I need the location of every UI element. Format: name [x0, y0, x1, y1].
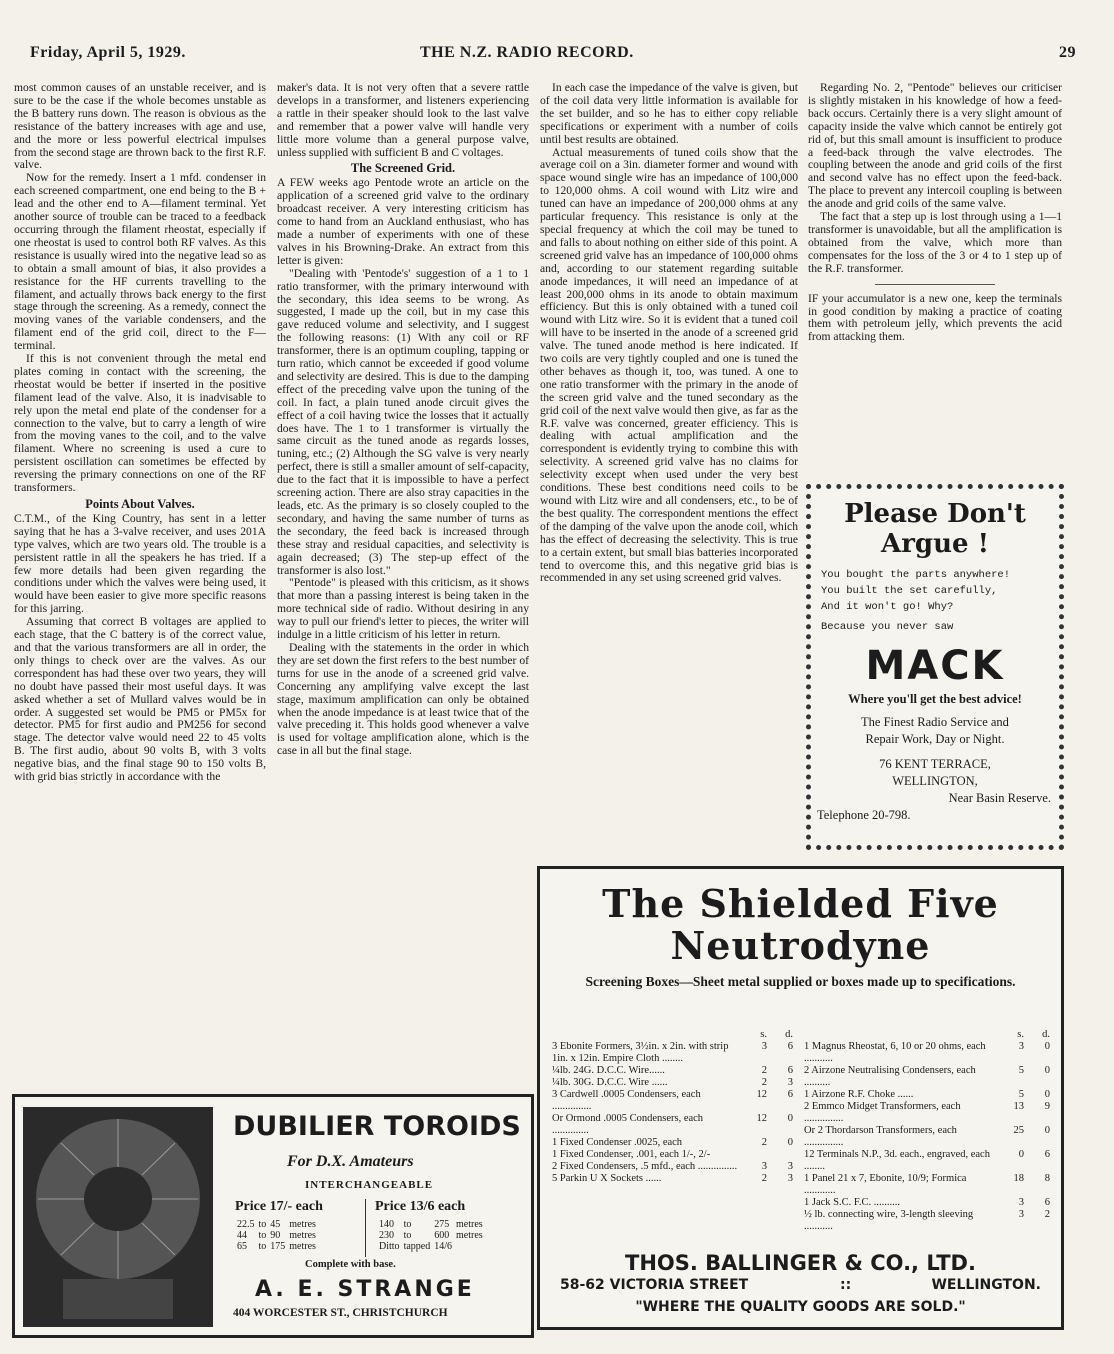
right-s: 0: [1018, 1149, 1024, 1160]
range-table-right: 140 to 275 metres 230 to 600 metres Ditto tapped 14/6: [379, 1219, 483, 1252]
col4-para-1: Regarding No. 2, "Pentode" believes our criticiser is slightly mistaken in his knowledge of how a feed-back occurs. Certainly there is a very slight amount of capacity inside the valve which cannot be entirely got rid of, but this small amount is insufficient to produce a feed-back through the valve electrodes. The coupling between the anode and grid coils of the first and second valve has no effect upon the feed-back. The place to prevent any intercoil coupling is between the anode and grid coils of the same valve.: [808, 82, 1062, 211]
right-d: 0: [1044, 1065, 1050, 1076]
left-s: 3: [761, 1161, 767, 1172]
mack-line-9: WELLINGTON,: [892, 774, 978, 788]
mack-line-1: You bought the parts anywhere!: [821, 569, 1011, 581]
left-s: 12: [756, 1113, 767, 1124]
left-item: 3 Ebonite Formers, 3½in. x 2in. with strip 1in. x 12in. Empire Cloth ........: [552, 1041, 729, 1064]
right-d: 2: [1044, 1209, 1050, 1220]
left-s: 2: [761, 1137, 767, 1148]
left-item: 1 Fixed Condenser .0025, each: [552, 1137, 683, 1148]
left-row: [550, 1161, 795, 1173]
publication-title: THE N.Z. RADIO RECORD.: [420, 44, 634, 61]
col4-para-3: IF your accumulator is a new one, keep the terminals in good condition by making a practice of coating them with petroleum jelly, which prevents the acid from attacking them.: [808, 291, 1062, 344]
mack-advertisement: [806, 484, 1064, 850]
dealer-name: THOS. BALLINGER & CO., LTD.: [625, 1251, 976, 1275]
price-list-right: [802, 1029, 1052, 1233]
left-item: 3 Cardwell .0005 Condensers, each ...............: [552, 1089, 701, 1112]
left-d: 3: [787, 1173, 793, 1184]
left-row: [550, 1077, 795, 1089]
right-s: 5: [1018, 1089, 1024, 1100]
shield-subtitle: Screening Boxes—Sheet metal supplied or boxes made up to specifications.: [585, 974, 1016, 989]
left-d: 0: [787, 1137, 793, 1148]
mack-headline: Please Don't Argue !: [844, 499, 1026, 559]
page-number: 29: [1059, 44, 1076, 61]
right-row: [802, 1065, 1052, 1089]
price-divider: [365, 1199, 366, 1257]
right-row: [802, 1173, 1052, 1197]
shielded-five-advertisement: [537, 866, 1064, 1330]
right-d: 8: [1044, 1173, 1050, 1184]
right-d: 0: [1044, 1125, 1050, 1136]
shield-title-1: The Shielded Five: [602, 881, 999, 926]
dubilier-title: DUBILIER TOROIDS: [233, 1111, 521, 1142]
col2-para-4: "Pentode" is pleased with this criticism, as it shows that more than a passing interest is being taken in the more technical side of radio. Without desiring in any way to pull our friend's letter to pieces, the writer will indulge in a little criticism of his letter in return.: [277, 576, 529, 642]
right-d: 6: [1044, 1149, 1050, 1160]
left-row: [550, 1065, 795, 1077]
right-item: 1 Magnus Rheostat, 6, 10 or 20 ohms, each ...........: [804, 1041, 986, 1064]
column-3: [540, 82, 798, 846]
price-13: Price 13/6 each: [375, 1199, 466, 1214]
left-d: 3: [787, 1077, 793, 1088]
dubilier-advertisement: [12, 1094, 534, 1338]
issue-date: Friday, April 5, 1929.: [30, 44, 186, 61]
col4-para-2: The fact that a step up is lost through using a 1—1 transformer is unavoidable, but all the amplification is obtained from the valve, which more than compensates for the loss of the 3 or 4 to 1 step up of the R.F. transformer.: [808, 210, 1062, 275]
right-row: [802, 1089, 1052, 1101]
price-17: Price 17/- each: [235, 1199, 323, 1214]
right-row: [802, 1101, 1052, 1125]
col3-para-1: In each case the impedance of the valve is given, but of the coil data very little information is available for the set builder, and so he has to either copy reliable specifications or experiment with a number of coils until best results are obtained.: [540, 82, 798, 146]
dubilier-subtitle: For D.X. Amateurs: [287, 1153, 414, 1170]
dubilier-interchangeable: INTERCHANGEABLE: [305, 1179, 434, 1191]
dealer-slogan: "WHERE THE QUALITY GOODS ARE SOLD.": [635, 1299, 966, 1315]
col2-para-2: A FEW weeks ago Pentode wrote an article on the application of a screened grid valve to the ordinary broadcast receiver. A very interesting criticism has come to hand from an Auckland enthusiast, who has made a number of experiments with one of these valves in his Browning-Drake. An extract from this letter is given:: [277, 176, 529, 267]
right-item: ½ lb. connecting wire, 3-length sleeving ...........: [804, 1209, 974, 1232]
col1-para-1: most common causes of an unstable receiver, and is sure to be the case if the whole becomes unstable as the B battery runs down. The reason is obvious as the resistance of the battery increases with age and use, and the more or less powerful electrical impulses from the second stage are thrown back to the first R.F. valve.: [14, 82, 266, 172]
right-d: 6: [1044, 1197, 1050, 1208]
col2-para-1: maker's data. It is not very often that a severe rattle develops in a transformer, and listeners experiencing a rattle in their speaker should look to the last valve and remember that a power valve will handle very little more volume than a general purpose valve, unless supplied with sufficient B and C voltages.: [277, 82, 529, 159]
column-4: [808, 82, 1062, 474]
right-s: 18: [1013, 1173, 1024, 1184]
right-s: 3: [1018, 1041, 1024, 1052]
left-d: 6: [787, 1065, 793, 1076]
left-d: 3: [787, 1161, 793, 1172]
right-s: 25: [1013, 1125, 1024, 1136]
col-header-d: d.: [785, 1029, 793, 1040]
left-d: 0: [787, 1113, 793, 1124]
left-row: [550, 1113, 795, 1137]
left-s: 2: [761, 1077, 767, 1088]
col2-heading: The Screened Grid.: [350, 161, 456, 176]
left-s: 12: [756, 1089, 767, 1100]
left-item: 2 Fixed Condensers, .5 mfd., each ...............: [552, 1161, 738, 1172]
right-row: [802, 1149, 1052, 1173]
col1-heading: Points About Valves.: [85, 497, 195, 511]
left-d: [769, 1149, 795, 1161]
left-s: 2: [761, 1065, 767, 1076]
right-s: 3: [1018, 1197, 1024, 1208]
section-divider: [875, 284, 995, 285]
col-header-d: d.: [1042, 1029, 1050, 1040]
dealer-city: WELLINGTON.: [931, 1277, 1041, 1293]
col3-para-2: Actual measurements of tuned coils show that the average coil on a 3in. diameter former and wound with space wound single wire has an impedance of 100,000 to 120,000 ohms. A coil wound with Litz wire and tuned can have an impedance of 200,000 ohms at any particular frequency. This resistance is only at the special frequency at which the coil may be tuned to and falls to about nothing on either side of this point. A screened grid valve has an impedance of 100,000 ohms and, according to our statement regarding suitable anode impedances, it will need an impedance of at least 200,000 ohms in its anode to obtain maximum efficiency. But this is only obtained with a tuned coil wound with Litz wire. So it is evident that a tuned coil will have to be inserted in the anode of a screened grid valve. The tuned anode method is here indicated. If two coils are very tightly coupled and one is tuned the other behaves as though it, too, was tuned. A one to one ratio transformer with the primary in the anode of the screen grid valve and the tuned secondary as the grid coil of the next valve would then give, as far as the R.F. valve was concerned, greater efficiency. This is dealing with actual amplification and the correspondent is evidently trying to combine this with selectivity. A screened grid valve has no claims for selectivity except when used under the very best conditions. These best conditions need coils to be wound with Litz wire and all condensers, etc., to be of the best quality. The correspondent mentions the effect of the damping of the valve upon the anode coil, which has the effect of decreasing the selectivity. This is true to a certain extent, but small bias batteries incorporated tend to overcome this, and this negative grid bias is recommended in any set using screened grid valves.: [540, 145, 798, 585]
mack-name: MACK: [865, 643, 1005, 689]
right-d: 9: [1044, 1101, 1050, 1112]
mack-line-8: 76 KENT TERRACE,: [879, 757, 991, 771]
right-row: [802, 1125, 1052, 1149]
right-item: 2 Airzone Neutralising Condensers, each ..........: [804, 1065, 976, 1088]
mack-line-4: Because you never saw: [821, 621, 954, 633]
left-item: 1 Fixed Condenser, .001, each 1/-, 2/-: [552, 1149, 711, 1160]
left-item: ¼lb. 30G. D.C.C. Wire ......: [552, 1077, 668, 1088]
mack-line-3: And it won't go! Why?: [821, 601, 954, 613]
right-row: [802, 1209, 1052, 1233]
right-item: 1 Airzone R.F. Choke ......: [804, 1089, 914, 1100]
left-item: 5 Parkin U X Sockets ......: [552, 1173, 662, 1184]
dealer-street: 58-62 VICTORIA STREET: [560, 1277, 749, 1293]
mack-line-7: Repair Work, Day or Night.: [865, 732, 1005, 746]
left-row: [550, 1137, 795, 1149]
mack-line-11: Telephone 20-798.: [817, 808, 911, 822]
left-d: 6: [787, 1089, 793, 1100]
col1-para-4: C.T.M., of the King Country, has sent in a letter saying that he has a 3-valve receiver, and uses 201A type valves, which are two years old. The trouble is a persistent rattle in all the speakers he has tried. If a few more details had been given regarding the conditions under which the valves were being used, it would have been easier to give more specific reasons for this jarring.: [14, 511, 266, 616]
left-row: [550, 1041, 795, 1065]
right-item: 12 Terminals N.P., 3d. each., engraved, each ........: [804, 1149, 990, 1172]
left-s: 2: [761, 1173, 767, 1184]
right-s: 13: [1013, 1101, 1024, 1112]
seller-address: 404 WORCESTER ST., CHRISTCHURCH: [233, 1307, 448, 1319]
page-header: [30, 44, 1076, 68]
col2-para-5: Dealing with the statements in the order in which they are set down the first refers to the best number of turns for use in the anode of a screened grid valve. Concerning any amplifying valve except the last stage, maximum amplification can only be obtained when the anode impedance is at least twice that of the valve preceding it. This holds good whenever a valve is used for voltage amplification alone, which is the case in all but the final stage.: [277, 640, 529, 758]
mack-line-2: You built the set carefully,: [821, 585, 998, 597]
right-d: 0: [1044, 1041, 1050, 1052]
column-1: [14, 82, 266, 1094]
right-item: 1 Panel 21 x 7, Ebonite, 10/9; Formica ............: [804, 1173, 967, 1196]
right-item: 2 Emmco Midget Transformers, each ...............: [804, 1101, 961, 1124]
right-s: 3: [1018, 1209, 1024, 1220]
left-item: Or Ormond .0005 Condensers, each ..............: [552, 1113, 704, 1136]
right-d: 0: [1044, 1089, 1050, 1100]
right-s: 5: [1018, 1065, 1024, 1076]
col1-para-3: If this is not convenient through the metal end plates coming in contact with the screening, the rheostat would be better if inserted in the positive filament lead of the valve. Also, it is inadvisable to rely upon the metal end plate of the condenser for a connection to the valve, but to carry a length of wire from the moving vanes to the coil, and to the valve filament. Where no screening is used a cure to persistent oscillation can sometimes be effected by reversing the primary connections on one of the RF transformers.: [14, 352, 266, 495]
left-row: [550, 1173, 795, 1185]
price-list-left: [550, 1029, 795, 1185]
dealer-separator: ::: [840, 1277, 852, 1293]
left-d: 6: [787, 1041, 793, 1052]
right-item: Or 2 Thordarson Transformers, each ...............: [804, 1125, 957, 1148]
complete-with-base: Complete with base.: [305, 1259, 396, 1270]
mack-line-6: The Finest Radio Service and: [861, 715, 1009, 729]
right-row: [802, 1041, 1052, 1065]
shield-title-2: Neutrodyne: [670, 923, 931, 968]
column-2: [277, 82, 529, 1094]
left-s: 3: [761, 1041, 767, 1052]
col1-para-2: Now for the remedy. Insert a 1 mfd. condenser in each screened compartment, one end being to the B + lead and the other end to A—filament terminal. Yet another source of trouble can be traced to a feedback occurring through the filament rheostat, especially if one rheostat is used to control both RF valves. As this resistance is usually wired into the negative lead so as to obtain a small amount of bias, it also provides a resistance for the HF currents travelling to the filament, and actually throws back energy to the first stage through the screening. As a remedy, connect the moving vanes of the variable condensers, and the filament end of the grid coil, direct to the F—terminal.: [14, 171, 266, 353]
col-header-s: s.: [1017, 1029, 1024, 1040]
mack-line-10: Near Basin Reserve.: [948, 791, 1051, 805]
mack-line-5: Where you'll get the best advice!: [848, 692, 1022, 706]
range-table-left: 22.5 to 45 metres 44 to 90 metres 65 to 175 metres: [237, 1219, 316, 1252]
left-s: [743, 1149, 769, 1161]
left-row: [550, 1089, 795, 1113]
col2-para-3: "Dealing with 'Pentode's' suggestion of a 1 to 1 ratio transformer, with the primary interwound with the secondary, this idea seems to be wrong. As suggested, I made up the coil, but in my case this gave reduced volume and selectivity, and I suggest the following reasons: (1) With any coil or RF transformer, there is an optimum coupling, tapping or turn ratio, which cannot be exceeded if good volume and selectivity are desired. This is due to the damping effect of the preceding valve upon the tuning of the coil. In fact, a plain tuned anode circuit gives the effect of a coil having twice the losses that it actually does have. The 1 to 1 transformer is virtually the same circuit as the tuned anode as regards losses, tuning, etc.; (2) Although the SG valve is very nearly perfect, there is still a smaller amount of self-capacity, due to the fact that it is impossible to have a perfect screening action. There are also stray capacities in the leads, etc. As the primary is so closely coupled to the secondary, and having the same number of turns as the secondary, the feed back is increased through these stray and residual capacities, and selectivity is again decreased; (3) The step-up effect of the transformer is also lost.": [277, 266, 529, 577]
col-header-s: s.: [760, 1029, 767, 1040]
toroid-coil-image: [23, 1107, 213, 1327]
col1-para-5: Assuming that correct B voltages are applied to each stage, that the C battery is of the correct value, and that the various transformers are all in order, the only things to check over are the valves. As our correspondent has had these over two years, they will no doubt have passed their most useful days. It was asked whether a set of Mullard valves would be in order. A suggested set would be PM5 or PM5x for detector. PM5 for first audio and PM256 for second stage. The detector valve would need 22 to 45 volts B. The first audio, about 90 volts B, with 3 volts negative bias, and the final stage 90 to 150 volts B, with grid bias strictly in accordance with the: [14, 615, 266, 784]
seller-name: A. E. STRANGE: [255, 1277, 475, 1302]
left-row: [550, 1149, 795, 1161]
right-item: 1 Jack S.C. F.C. ..........: [804, 1197, 901, 1208]
left-item: ¼lb. 24G. D.C.C. Wire......: [552, 1065, 665, 1076]
right-row: [802, 1197, 1052, 1209]
